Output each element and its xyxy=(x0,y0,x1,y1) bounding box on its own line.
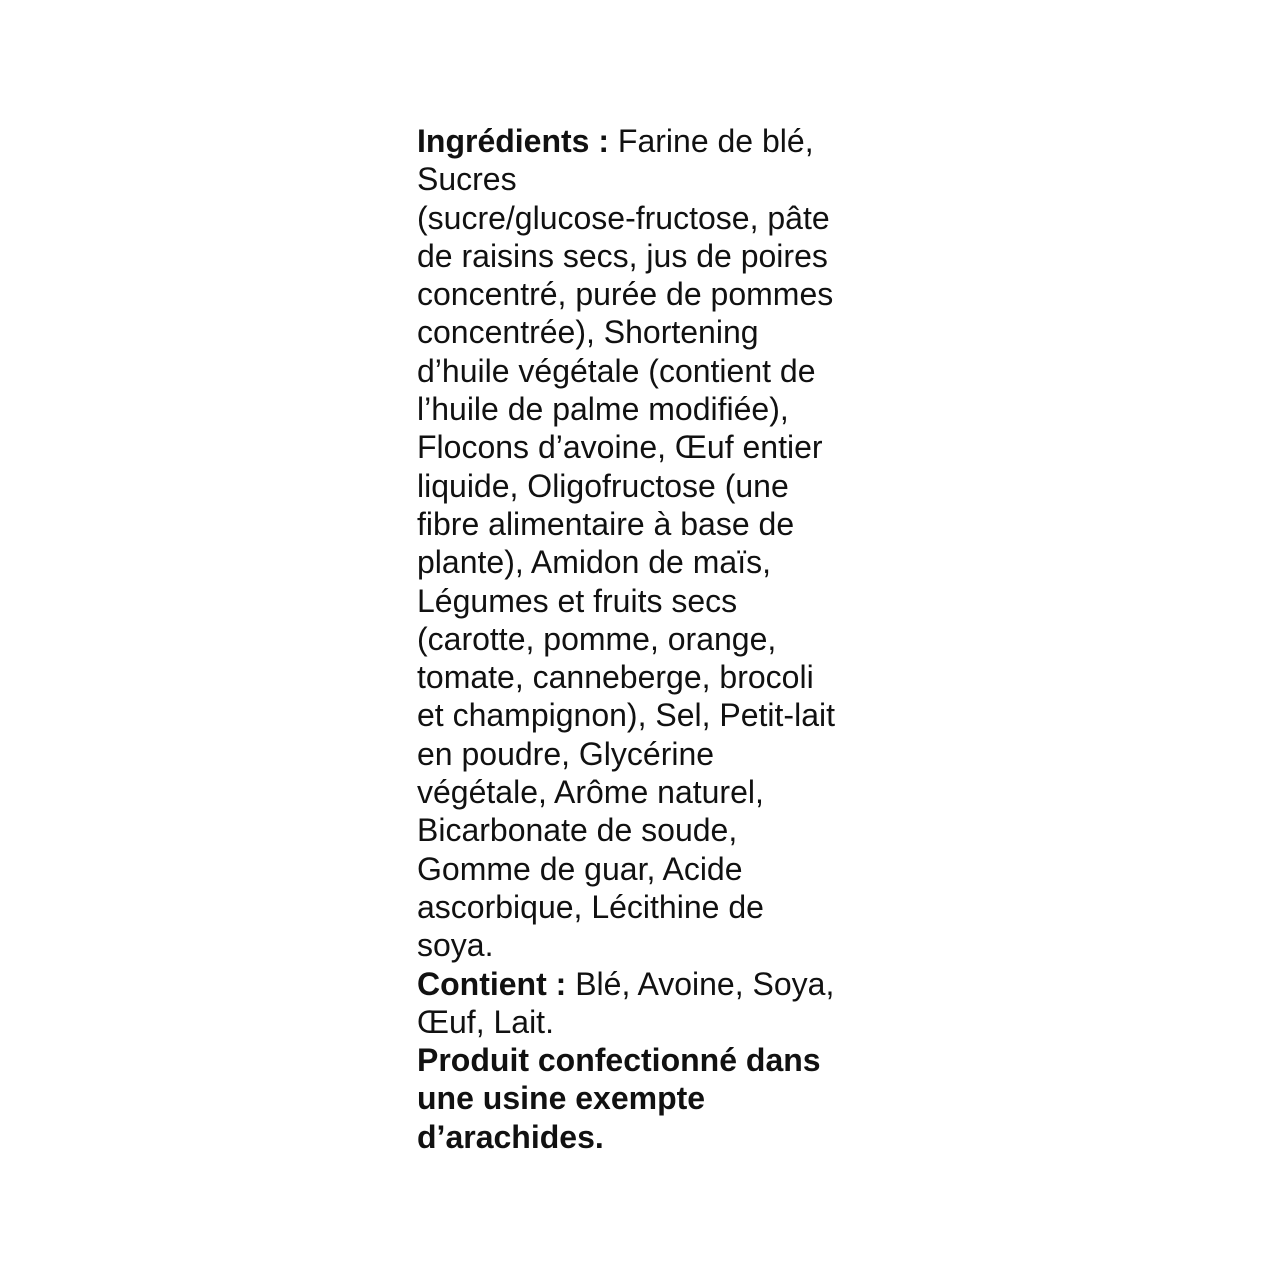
ingredients-line-9: Flocons d’avoine, Œuf entier xyxy=(417,429,823,466)
ingredients-line-13: Légumes et fruits secs xyxy=(417,582,738,619)
allergen-line-1 xyxy=(417,965,877,1003)
peanut-free-line-3: d’arachides. xyxy=(417,1118,604,1155)
ingredients-line-18: végétale, Arôme naturel, xyxy=(417,774,764,811)
ingredients-line-20: Gomme de guar, Acide xyxy=(417,850,743,887)
ingredients-line-11: fibre alimentaire à base de xyxy=(417,505,795,542)
peanut-free-line-1: Produit confectionné dans xyxy=(417,1042,821,1079)
ingredients-heading: Ingrédients : xyxy=(417,123,610,159)
ingredients-line-6: concentrée), Shortening xyxy=(417,314,759,351)
ingredients-line-7: d’huile végétale (contient de xyxy=(417,352,816,389)
ingredients-line-1 xyxy=(417,122,877,160)
peanut-free-line-2: une usine exempte xyxy=(417,1080,706,1117)
ingredients-line-14: (carotte, pomme, orange, xyxy=(417,620,777,657)
ingredients-label xyxy=(417,122,877,1156)
ingredients-line-4: de raisins secs, jus de poires xyxy=(417,237,828,274)
ingredients-line-8: l’huile de palme modifiée), xyxy=(417,391,789,428)
ingredients-line-10: liquide, Oligofructose (une xyxy=(417,467,789,504)
ingredients-line-17: en poudre, Glycérine xyxy=(417,735,715,772)
ingredients-line-5: concentré, purée de pommes xyxy=(417,276,834,313)
ingredients-line-22: soya. xyxy=(417,927,494,964)
ingredients-line-15: tomate, canneberge, brocoli xyxy=(417,659,814,696)
ingredients-line-16: et champignon), Sel, Petit-lait xyxy=(417,697,835,734)
ingredients-line-21: ascorbique, Lécithine de xyxy=(417,888,764,925)
ingredients-line-2: Sucres xyxy=(417,161,517,198)
allergen-heading: Contient : xyxy=(417,965,567,1002)
allergen-text: Blé, Avoine, Soya, xyxy=(566,965,835,1002)
ingredients-text: Farine de blé, xyxy=(609,123,814,159)
ingredients-line-19: Bicarbonate de soude, xyxy=(417,812,738,849)
allergen-line-2: Œuf, Lait. xyxy=(417,1003,554,1040)
ingredients-line-3: (sucre/glucose-fructose, pâte xyxy=(417,199,830,236)
ingredients-line-12: plante), Amidon de maïs, xyxy=(417,544,771,581)
